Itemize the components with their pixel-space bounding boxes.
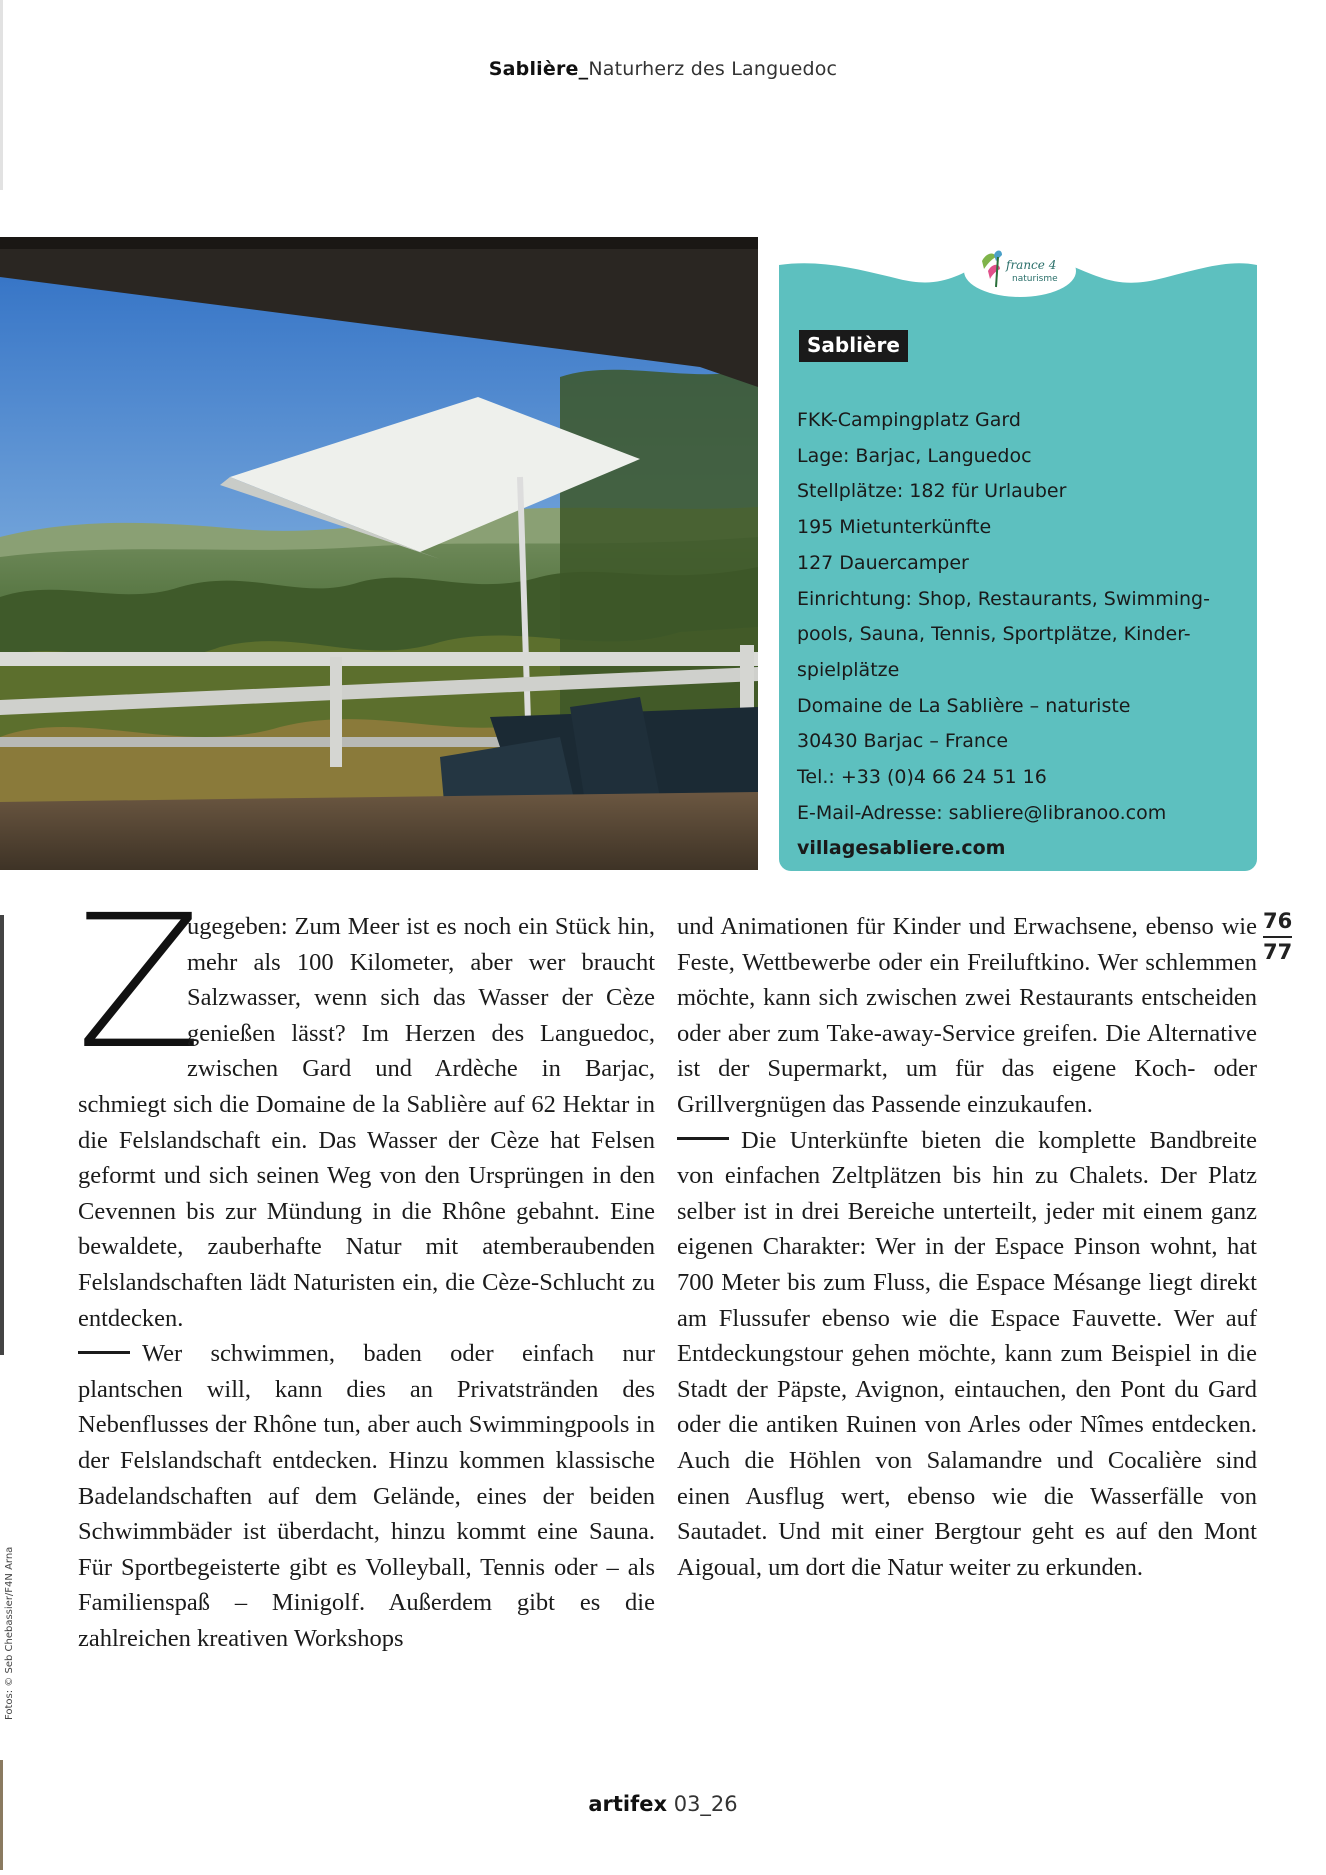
header-title-rest: Naturherz des Languedoc	[588, 58, 838, 80]
svg-text:france 4: france 4	[1006, 258, 1057, 272]
info-line: Tel.: +33 (0)4 66 24 51 16	[797, 766, 1047, 789]
info-line: Lage: Barjac, Languedoc	[797, 444, 1032, 467]
info-line: Einrichtung: Shop, Restaurants, Swimming-	[797, 587, 1210, 610]
drop-cap: Z	[76, 876, 203, 1090]
article-paragraph-text: Die Unterkünfte bieten die komplette Bandbreite von einfachen Zeltplätzen bis hin zu Chalets. Der Platz selber ist in drei Bereiche unterteilt, jeder mit einem ganz eigenen Charakter: Wer in der Espace Pinson wohnt, hat 700 Meter bis zum Fluss, die Espace Mésange liegt direkt am Flussufer ebenso wie die Espace Fauvette. Wer auf Entdeckungstour gehen möchte, kann zum Beispiel in die Stadt der Päpste, Avignon, eintauchen, den Pont du Gard oder die antiken Ruinen von Arles oder Nîmes entdecken. Auch die Höhlen von Salamandre und Cocalière sind einen Ausflug wert, ebenso wie die Wasserfälle von Sautadet. Und mit einer Bergtour geht es auf den Mont Aigoual, um dort die Natur weiter zu erkunden.	[677, 1126, 1257, 1581]
article-paragraph-with-dash	[677, 1123, 1257, 1586]
info-line: 127 Dauercamper	[797, 551, 969, 574]
page-number-left: 76	[1263, 907, 1292, 938]
header-title-bold: Sablière_	[488, 58, 589, 80]
footer-issue: 03_26	[667, 1792, 738, 1816]
article-column-2	[677, 909, 1257, 1585]
article-paragraph-text: Wer schwimmen, baden oder einfach nur plantschen will, kann dies an Privatstränden des Nebenflusses der Rhône tun, aber auch Swimmingpools in der Felslandschaft entdecken. Hinzu kommen klassische Badelandschaften auf dem Gelände, eines der beiden Schwimmbäder ist überdacht, hinzu kommt eine Sauna. Für Sportbegeisterte gibt es Volleyball, Tennis oder – als Familienspaß – Minigolf. Außerdem gibt es die zahlreichen kreativen Workshops	[78, 1340, 655, 1652]
info-line: FKK-Campingplatz Gard	[797, 409, 1021, 431]
terrace-photo	[0, 237, 758, 870]
info-line: 30430 Barjac – France	[797, 730, 1009, 753]
section-dash	[677, 1137, 729, 1140]
info-line: pools, Sauna, Tennis, Sportplätze, Kinder-	[797, 623, 1191, 646]
info-line: spielplätze	[797, 658, 900, 681]
info-box-lines	[797, 403, 1247, 867]
running-header	[0, 58, 1326, 80]
info-box-tag: Sablière	[799, 330, 908, 362]
footer-brand: artifex	[588, 1792, 668, 1816]
info-line: Stellplätze: 182 für Urlauber	[797, 480, 1067, 503]
info-line: E-Mail-Adresse: sabliere@libranoo.com	[797, 801, 1167, 824]
section-dash	[78, 1351, 130, 1354]
article-column-1	[76, 876, 655, 1656]
page-numbers	[1263, 907, 1292, 966]
article-paragraph: und Animationen für Kinder und Erwachsene, ebenso wie Feste, Wettbewerbe oder ein Freiluftkino. Wer schlemmen möchte, kann sich zwischen zwei Restaurants entscheiden oder aber zum Take-away-Service greifen. Die Alternative ist der Supermarkt, um für das eigene Koch- oder Grillvergnügen das Passende einzukaufen.	[677, 913, 1257, 1118]
france4naturisme-logo	[960, 241, 1080, 301]
page-edge-decoration	[0, 915, 4, 1355]
page-number-right: 77	[1263, 940, 1293, 964]
article-paragraph-with-dash	[78, 1336, 655, 1656]
svg-text:naturisme: naturisme	[1012, 274, 1058, 284]
page-edge-decoration	[0, 0, 3, 190]
photo-credit: Fotos: © Seb Chebassier/F4N Arna	[4, 1546, 15, 1720]
article-paragraph: ugegeben: Zum Meer ist es noch ein Stück hin, mehr als 100 Kilometer, aber wer braucht Salzwasser, wenn sich das Wasser der Cèze genießen lässt? Im Herzen des Languedoc, zwischen Gard und Ardèche in Barjac, schmiegt sich die Domaine de la Sablière auf 62 Hektar in die Felslandschaft ein. Das Wasser der Cèze hat Felsen geformt und sich seinen Weg von den Ursprüngen in den Cevennen bis zur Mündung in die Rhône gebahnt. Eine bewaldete, zauberhafte Natur mit atemberaubenden Felslandschaften lädt Naturisten ein, die Cèze-Schlucht zu entdecken.	[78, 913, 655, 1332]
info-line: 195 Mietunterkünfte	[797, 516, 992, 539]
info-line: Domaine de La Sablière – naturiste	[797, 694, 1131, 717]
footer	[0, 1792, 1326, 1816]
website-link[interactable]: villagesabliere.com	[797, 837, 1006, 860]
